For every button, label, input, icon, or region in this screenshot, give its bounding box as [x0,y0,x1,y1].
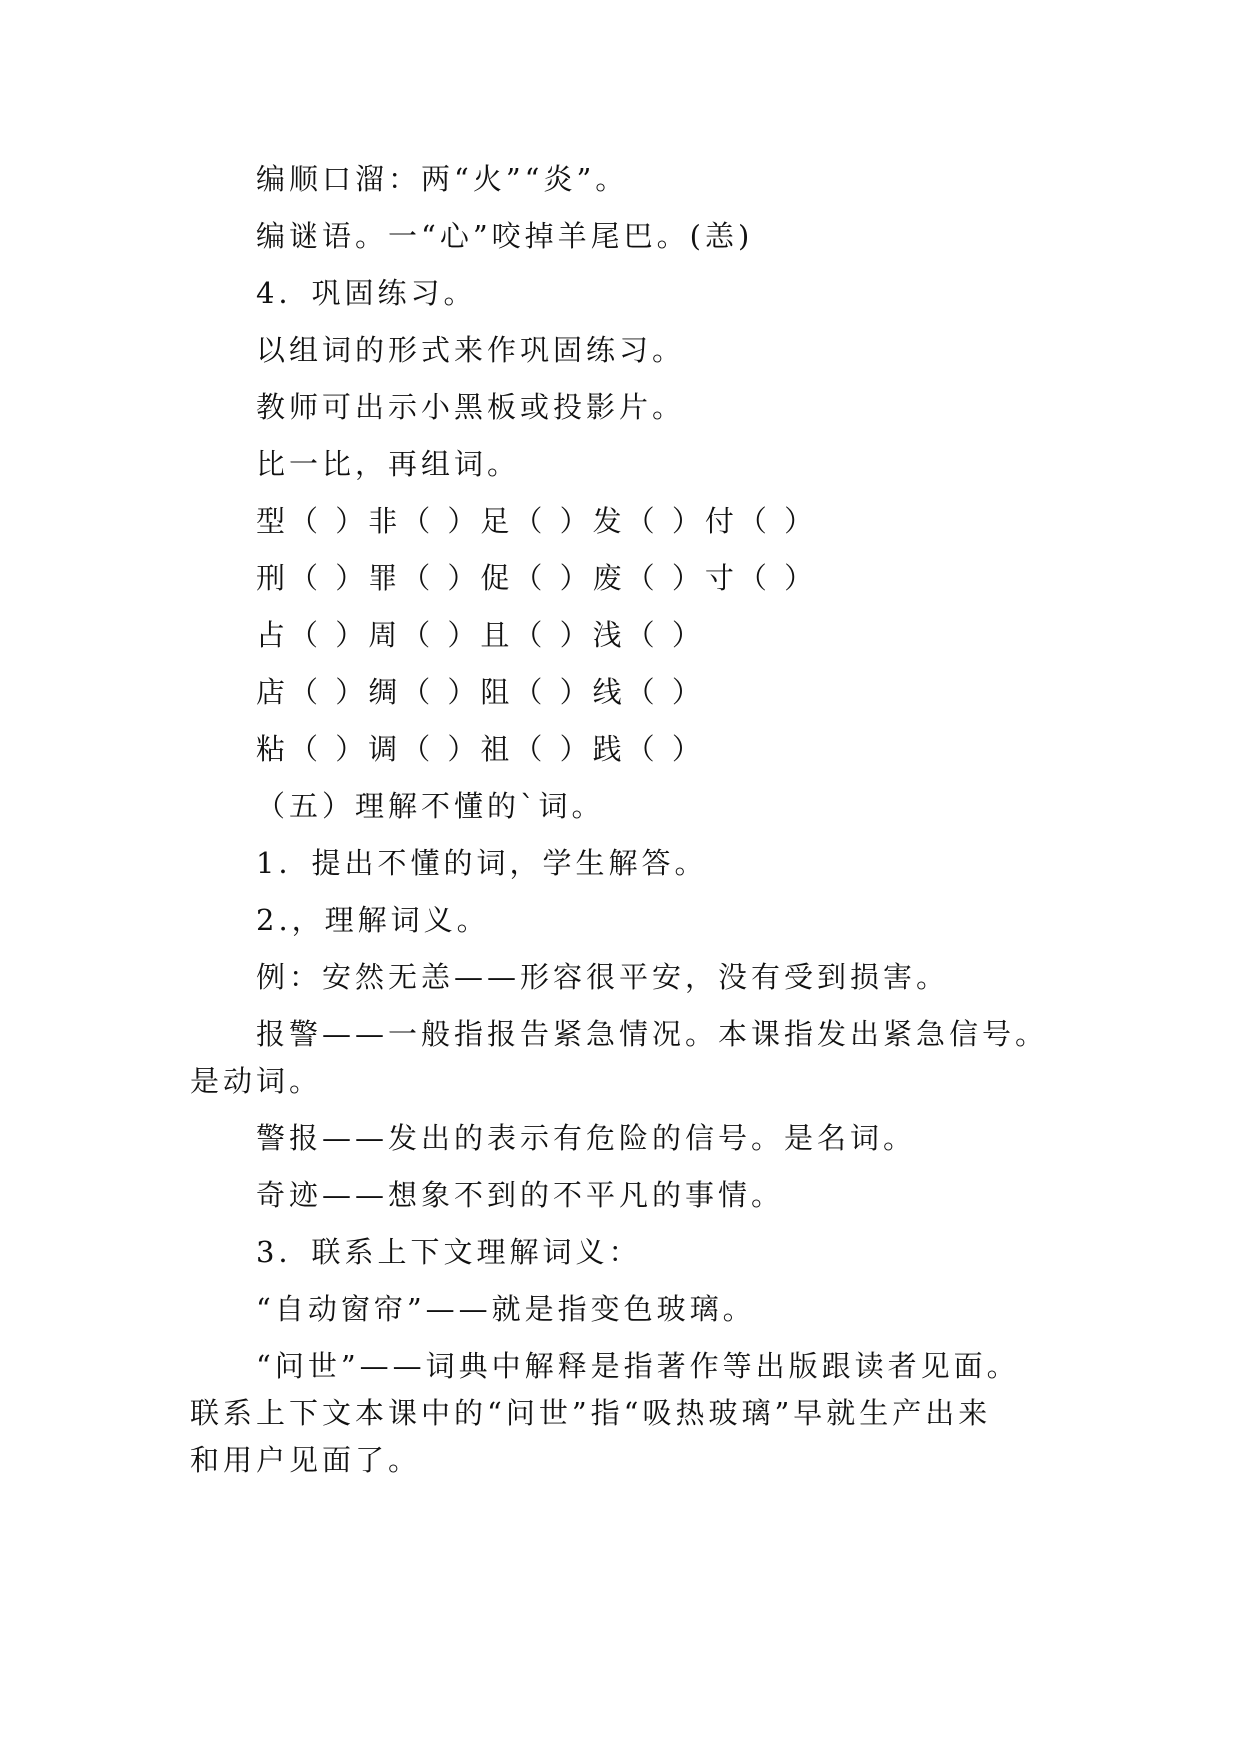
section-heading: （五）理解不懂的`词。 [256,789,605,823]
definition-line: “自动窗帘”——就是指变色玻璃。 [256,1292,756,1326]
paragraph-line: 教师可出示小黑板或投影片。 [256,390,686,424]
exercise-row: 刑（ ）罪（ ）促（ ）废（ ）寸（ ） [256,561,818,595]
paragraph-line: 比一比，再组词。 [256,447,521,481]
document-body [190,156,1090,1484]
paragraph-line: 2.，理解词义。 [256,903,490,937]
exercise-row: 粘（ ）调（ ）祖（ ）践（ ） [256,732,705,766]
definition-continuation: 和用户见面了。 [190,1443,422,1477]
paragraph-line: 1．提出不懂的词，学生解答。 [256,846,708,880]
definition-line: 报警——一般指报告紧急情况。本课指发出紧急信号。 [256,1017,1049,1051]
definition-line: 奇迹——想象不到的不平凡的事情。 [256,1178,785,1212]
exercise-row: 型（ ）非（ ）足（ ）发（ ）付（ ） [256,504,818,538]
paragraph-line: 以组词的形式来作巩固练习。 [256,333,686,367]
exercise-row: 店（ ）绸（ ）阻（ ）线（ ） [256,675,705,709]
definition-continuation: 是动词。 [190,1064,323,1098]
definition-line: 警报——发出的表示有危险的信号。是名词。 [256,1121,917,1155]
exercise-row: 占（ ）周（ ）且（ ）浅（ ） [256,618,705,652]
section-heading: 4．巩固练习。 [256,276,477,310]
definition-line: “问世”——词典中解释是指著作等出版跟读者见面。 [256,1349,1020,1383]
section-heading: 3．联系上下文理解词义： [256,1235,642,1269]
document-page [0,8,1241,1762]
paragraph-line: 编谜语。一“心”咬掉羊尾巴。(恙) [256,219,754,253]
paragraph-line: 编顺口溜：两“火”“炎”。 [256,162,629,196]
definition-continuation: 联系上下文本课中的“问世”指“吸热玻璃”早就生产出来 [190,1396,992,1430]
definition-line: 例：安然无恙——形容很平安，没有受到损害。 [256,960,950,994]
